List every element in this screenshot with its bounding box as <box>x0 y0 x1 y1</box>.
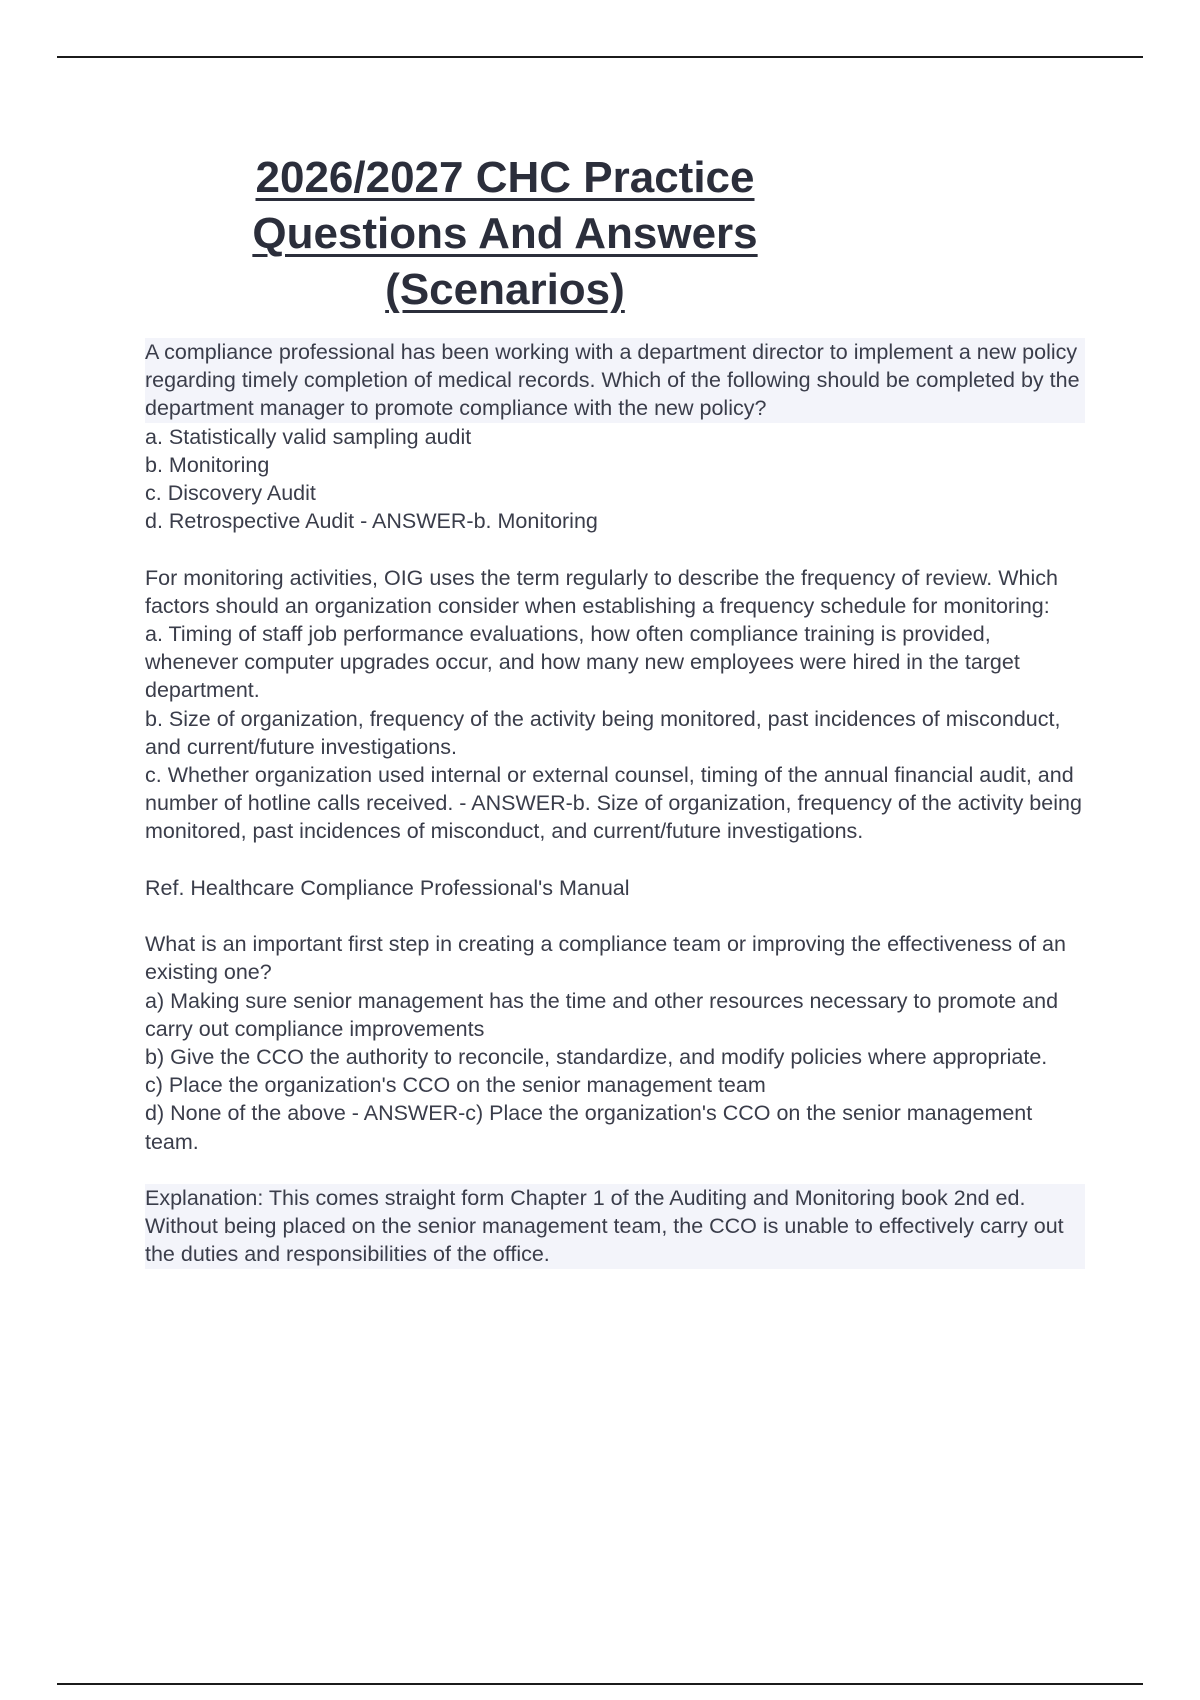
reference-note <box>145 874 1085 902</box>
title-line-2: Questions And Answers <box>252 209 758 258</box>
question-block-1 <box>145 338 1085 535</box>
option-a: a. Statistically valid sampling audit <box>145 424 472 449</box>
option-a: a) Making sure senior management has the time and other resources necessary to promote and carry out compliance improvements <box>145 988 1059 1041</box>
option-b: b. Size of organization, frequency of the activity being monitored, past incidences of misconduct, and current/future investigations. <box>145 706 1061 759</box>
option-c: c. Discovery Audit <box>145 481 316 506</box>
option-a: a. Timing of staff job performance evaluations, how often compliance training is provided, whenever computer upgrades occur, and how many new employees were hired in the target department. <box>145 622 1020 703</box>
question-text: What is an important first step in creating a compliance team or improving the effectiveness of an existing one? <box>145 932 1066 985</box>
title-line-3: (Scenarios) <box>385 265 625 314</box>
top-rule <box>57 56 1143 58</box>
explanation-block <box>145 1184 1085 1269</box>
document-body <box>145 338 1085 1297</box>
bottom-rule <box>57 1683 1143 1685</box>
option-b: b. Monitoring <box>145 452 270 477</box>
option-c: c) Place the organization's CCO on the senior management team <box>145 1073 766 1098</box>
option-d-answer: d. Retrospective Audit - ANSWER-b. Monitoring <box>145 509 598 534</box>
document-title <box>200 150 810 318</box>
option-b: b) Give the CCO the authority to reconcile, standardize, and modify policies where appropriate. <box>145 1045 1048 1070</box>
option-c-answer: c. Whether organization used internal or external counsel, timing of the annual financial audit, and number of hotline calls received. - ANSWER-b. Size of organization, frequency of the activity being monitored, past incidences of misconduct, and current/future investigations. <box>145 763 1082 844</box>
reference-text: Ref. Healthcare Compliance Professional's Manual <box>145 875 630 900</box>
question-text: A compliance professional has been working with a department director to implement a new policy regarding timely completion of medical records. Which of the following should be completed by the department manager to promote compliance with the new policy? <box>145 338 1085 423</box>
title-line-1: 2026/2027 CHC Practice <box>255 153 755 202</box>
option-d-answer: d) None of the above - ANSWER-c) Place the organization's CCO on the senior management team. <box>145 1101 1033 1154</box>
question-text: For monitoring activities, OIG uses the term regularly to describe the frequency of review. Which factors should an organization consider when establishing a frequency schedule for monitoring: <box>145 565 1058 618</box>
question-block-2 <box>145 564 1085 846</box>
explanation-text: Explanation: This comes straight form Chapter 1 of the Auditing and Monitoring book 2nd ed. Without being placed on the senior management team, the CCO is unable to effectively carry out the duties and responsibilities of the office. <box>145 1184 1085 1269</box>
question-block-3 <box>145 930 1085 1156</box>
